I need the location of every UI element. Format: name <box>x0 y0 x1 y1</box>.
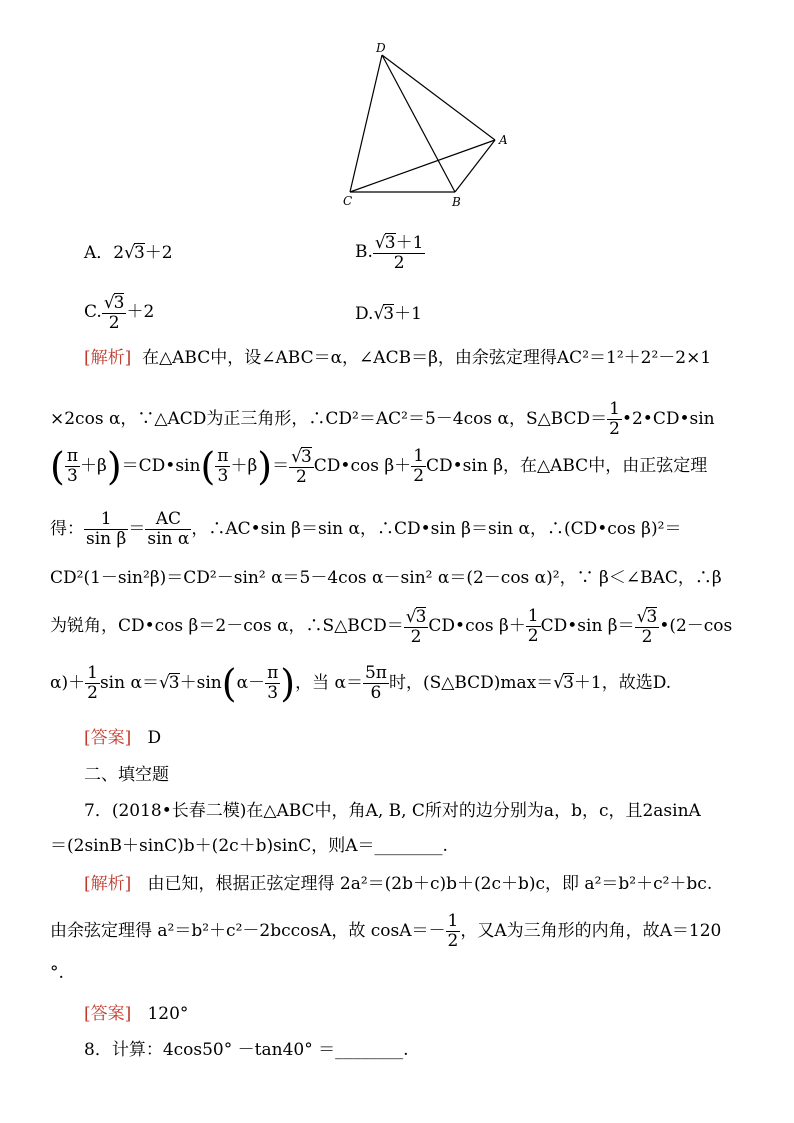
geometry-figure <box>330 40 520 215</box>
q8-line-1: 8．计算：4cos50° －tan40° ＝________. <box>84 1040 409 1060</box>
label-C: C <box>343 194 353 208</box>
analysis-line-5: CD²(1－sin²β)＝CD²－sin² α＝5－4cos α－sin² α＝(2－cos α)²，∵ β＜∠BAC，∴β <box>50 568 722 588</box>
section-heading: 二、填空题 <box>84 765 169 785</box>
analysis-line-3: ( $\frac{\pi}{3}$ ＋β)＝CD•sin( $\frac{\pi}{3}$ ＋β)＝ $\frac{√3}{2}$ CD•cos β＋ $\frac{1}{2}$ CD•sin β，在△ABC中，由正弦定理 <box>50 444 708 489</box>
edge-DA <box>382 55 495 140</box>
label-A: A <box>499 133 508 147</box>
analysis-line-2: ×2cos α，∵△ACD为正三角形，∴CD²＝AC²＝5－4cos α，S△BCD＝ $\frac{1}{2}$ •2•CD•sin <box>50 399 715 439</box>
q7-analysis-line-2: 由余弦定理得 a²＝b²＋c²－2bccosA，故 cosA＝－ $\frac{1}{2}$ ，又A为三角形的内角，故A＝120 <box>50 911 722 951</box>
q7-analysis-line-1: [解析] 由已知，根据正弦定理得 2a²＝(2b＋c)b＋(2c＋b)c，即 a²＝b²＋c²＋bc. <box>84 874 713 894</box>
edge-DB <box>382 55 455 192</box>
analysis-line-7: α)＋ $\frac{1}{2}$ sin α＝√3＋sin(α－ $\frac{\pi}{3}$ )，当 α＝ $\frac{5\pi}{6}$ 时，(S△BCD)max＝√3＋1，故选D. <box>50 661 672 706</box>
analysis-line-6: 为锐角，CD•cos β＝2－cos α，∴S△BCD＝ $\frac{√3}{2}$ CD•cos β＋ $\frac{1}{2}$ CD•sin β＝ $\frac{√3}{2}$ •(2－cos <box>50 606 733 647</box>
answer-q7: [答案] 120° <box>84 1004 189 1024</box>
q7-line-1: 7．(2018•长春二模)在△ABC中，角A, B, C所对的边分别为a，b，c，且2asinA <box>84 801 701 821</box>
analysis-tag: [解析] <box>84 348 132 368</box>
edge-CA <box>350 140 495 192</box>
analysis-line-4: 得： $\frac{1}{\text{sin β}}$ ＝ $\frac{AC}{\text{sin α}}$ ，∴AC•sin β＝sin α，∴CD•sin β＝sin α，∴(CD•cos β)²＝ <box>50 509 682 549</box>
option-c: C. $\frac{√3}{2}$ ＋2 <box>84 293 155 333</box>
label-B: B <box>452 195 461 209</box>
q7-analysis-line-3: °. <box>50 963 64 983</box>
option-d: D.√3＋1 <box>355 304 422 324</box>
answer-q6: [答案] D <box>84 728 162 748</box>
option-a: A．2√3＋2 <box>84 243 173 263</box>
edge-DC <box>350 55 382 192</box>
label-D: D <box>376 41 386 55</box>
option-b: B. $\frac{√3+1}{2}$ <box>355 233 424 273</box>
analysis-line-1: [解析] 在△ABC中，设∠ABC＝α，∠ACB＝β，由余弦定理得AC²＝1²＋2²－2×1 <box>84 348 712 368</box>
answer-tag: [答案] <box>84 728 132 748</box>
q7-line-2: ＝(2sinB＋sinC)b＋(2c＋b)sinC，则A＝________. <box>50 836 448 856</box>
